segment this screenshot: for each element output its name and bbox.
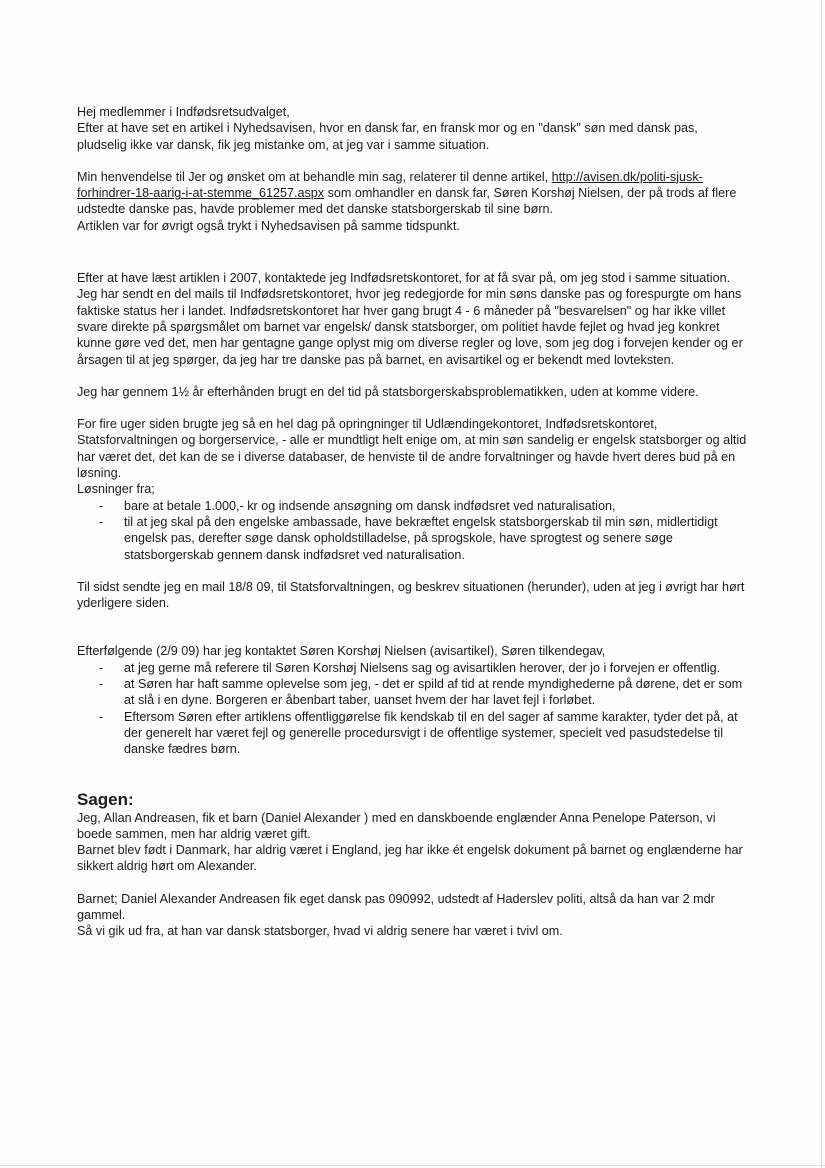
dash-bullet: - <box>99 677 104 692</box>
dash-bullet: - <box>99 498 104 513</box>
dash-bullet: - <box>99 660 104 675</box>
paragraph-1: Efter at have set en artikel i Nyhedsavisen, hvor en dansk far, en fransk mor og en "dansk" søn med dansk pas, pludselig ikke var dansk, fik jeg mistanke om, at jeg var i samme situation. <box>77 121 698 152</box>
letter-body <box>77 104 749 940</box>
case-paragraph-4: Så vi gik ud fra, at han var dansk statsborger, hvad vi aldrig senere har været i tvivl om. <box>77 924 563 939</box>
paragraph-3b: Jeg har sendt en del mails til Indfødsretskontoret, hvor jeg redegjorde for min søns danske pas og forespurgte om hans faktiske status her i landet. Indfødsretskontoret har hver gang brugt 4 - 6 måneder på "besvarelsen" og har ikke villet svare direkte på spørgsmålet om barnet var engelsk/ dansk statsborger, om politiet havde fejlet og hvad jeg konkret kunne gøre ved det, men har gentagne gange oplyst mig om diverse regler og love, som jeg dog i forvejen kender og er årsagen til at jeg spørger, da jeg har tre danske pas på barnet, en avisartikel og er bekendt med lovteksten. <box>77 287 743 367</box>
paragraph-3a: Efter at have læst artiklen i 2007, kontaktede jeg Indfødsretskontoret, for at få svar på, om jeg stod i samme situation. <box>77 271 731 286</box>
case-paragraph-3: Barnet; Daniel Alexander Andreasen fik eget dansk pas 090992, udstedt af Haderslev politi, altså da han var 2 mdr gammel. <box>77 891 715 922</box>
scan-edge-bottom <box>0 1165 825 1166</box>
case-paragraph-1: Jeg, Allan Andreasen, fik et barn (Daniel Alexander ) med en danskboende englænder Anna Penelope Paterson, vi boede sammen, men har aldrig været gift. <box>77 810 716 841</box>
article-link[interactable]: http://avisen.dk/politi-sjusk-forhindrer-18-aarig-i-at-stemme_61257.aspx <box>77 169 703 201</box>
solutions-label: Løsninger fra; <box>77 482 155 497</box>
dash-bullet: - <box>99 709 104 724</box>
paragraph-4: Jeg har gennem 1½ år efterhånden brugt en del tid på statsborgerskabsproblematikken, uden at komme videre. <box>77 384 699 399</box>
list-item <box>77 676 749 709</box>
dash-bullet: - <box>99 514 104 529</box>
case-paragraph-2: Barnet blev født i Danmark, har aldrig været i England, jeg har ikke ét engelsk dokument på barnet og englænderne har sikkert aldrig hørt om Alexander. <box>77 843 743 874</box>
point-text: Eftersom Søren efter artiklens offentliggørelse fik kendskab til en del sager af samme karakter, tyder det på, at der generelt har været fejl og generelle procedursvigt i de offentlige systemer, specielt ved pasudstedelse til danske fædres børn. <box>124 709 738 757</box>
solution-text: til at jeg skal på den engelske ambassade, have bekræftet engelsk statsborgerskab til min søn, midlertidigt engelsk pas, derefter søge dansk opholdstilladelse, på sprogskole, have sprogtest og senere søge statsborgerskab gennem dansk indfødsret ved naturalisation. <box>124 514 718 562</box>
soren-points-list <box>77 660 749 758</box>
paragraph-2 <box>77 169 749 218</box>
case-heading: Sagen: <box>77 789 134 809</box>
greeting: Hej medlemmer i Indfødsretsudvalget, <box>77 105 290 119</box>
list-item <box>77 498 749 514</box>
paragraph-2-text-before: Min henvendelse til Jer og ønsket om at behandle min sag, relaterer til denne artikel, <box>77 169 552 184</box>
paragraph-2-line-2: Artiklen var for øvrigt også trykt i Nyhedsavisen på samme tidspunkt. <box>77 218 460 233</box>
paragraph-7: Efterfølgende (2/9 09) har jeg kontaktet Søren Korshøj Nielsen (avisartikel), Søren tilkendegav, <box>77 644 606 659</box>
list-item <box>77 660 749 676</box>
paragraph-5: For fire uger siden brugte jeg så en hel dag på opringninger til Udlændingekontoret, Indfødsretskontoret, Statsforvaltningen og borgerservice, - alle er mundtligt helt enige om, at min søn sandelig er engelsk statsborger og altid har været det, det kan de se i diverse databaser, de henviste til de andre forvaltninger og havde hvert deres bud på en løsning. <box>77 417 747 481</box>
list-item <box>77 514 749 563</box>
list-item <box>77 709 749 758</box>
paragraph-6: Til sidst sendte jeg en mail 18/8 09, til Statsforvaltningen, og beskrev situationen (herunder), uden at jeg i øvrigt har hørt yderligere siden. <box>77 579 745 611</box>
solution-text: bare at betale 1.000,- kr og indsende ansøgning om dansk indfødsret ved naturalisation, <box>124 498 616 513</box>
point-text: at jeg gerne må referere til Søren Korshøj Nielsens sag og avisartiklen herover, der jo i forvejen er offentlig. <box>124 660 721 675</box>
solutions-list <box>77 498 749 563</box>
point-text: at Søren har haft samme oplevelse som jeg, - det er spild af tid at rende myndighederne på dørene, det er som at slå i en dyne. Borgeren er åbenbart taber, uanset hvem der har lavet fejl i forløbet. <box>124 677 743 708</box>
paragraph-2-text-after: som omhandler en dansk far, Søren Korshøj Nielsen, der på trods af flere udstedte danske pas, havde problemer med det danske statsborgerskab til sine børn. <box>77 186 737 217</box>
scan-edge-right <box>821 0 822 1168</box>
